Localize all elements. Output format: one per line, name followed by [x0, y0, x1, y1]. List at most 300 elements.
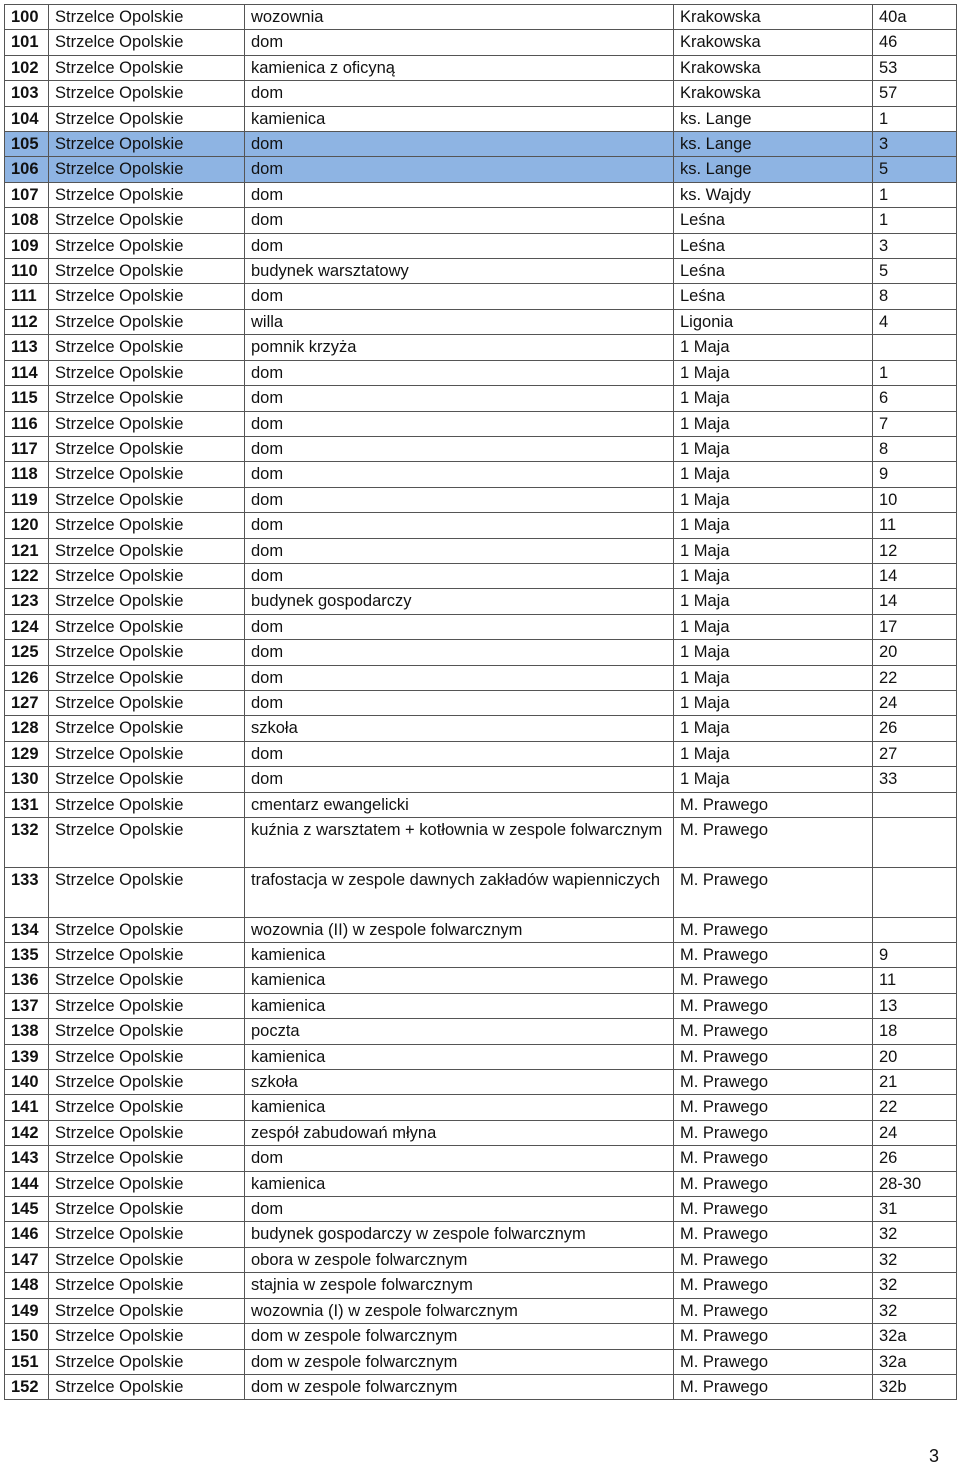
town-cell: Strzelce Opolskie	[49, 563, 245, 588]
object-cell: dom	[245, 741, 674, 766]
house-number-cell: 1	[873, 208, 957, 233]
table-row	[5, 1222, 957, 1247]
table-row	[5, 5, 957, 30]
house-number-cell: 32b	[873, 1374, 957, 1399]
table-row	[5, 917, 957, 942]
town-cell: Strzelce Opolskie	[49, 487, 245, 512]
town-cell: Strzelce Opolskie	[49, 233, 245, 258]
table-row	[5, 589, 957, 614]
house-number-cell: 10	[873, 487, 957, 512]
house-number-cell	[873, 818, 957, 868]
street-cell: M. Prawego	[674, 1273, 873, 1298]
object-cell: dom	[245, 563, 674, 588]
town-cell: Strzelce Opolskie	[49, 1146, 245, 1171]
town-cell: Strzelce Opolskie	[49, 106, 245, 131]
town-cell: Strzelce Opolskie	[49, 132, 245, 157]
row-number-cell: 139	[5, 1044, 49, 1069]
row-number-cell: 146	[5, 1222, 49, 1247]
row-number-cell: 143	[5, 1146, 49, 1171]
row-number-cell: 111	[5, 284, 49, 309]
house-number-cell: 26	[873, 1146, 957, 1171]
object-cell: dom w zespole folwarcznym	[245, 1374, 674, 1399]
row-number-cell: 140	[5, 1070, 49, 1095]
street-cell: M. Prawego	[674, 1044, 873, 1069]
town-cell: Strzelce Opolskie	[49, 767, 245, 792]
town-cell: Strzelce Opolskie	[49, 614, 245, 639]
house-number-cell: 3	[873, 132, 957, 157]
table-row	[5, 513, 957, 538]
table-row	[5, 1197, 957, 1222]
row-number-cell: 106	[5, 157, 49, 182]
house-number-cell: 32	[873, 1298, 957, 1323]
street-cell: 1 Maja	[674, 360, 873, 385]
row-number-cell: 152	[5, 1374, 49, 1399]
street-cell: M. Prawego	[674, 1247, 873, 1272]
town-cell: Strzelce Opolskie	[49, 335, 245, 360]
row-number-cell: 103	[5, 81, 49, 106]
object-cell: dom	[245, 182, 674, 207]
object-cell: kuźnia z warsztatem + kotłownia w zespole folwarcznym	[245, 818, 674, 868]
object-cell: budynek gospodarczy w zespole folwarcznym	[245, 1222, 674, 1247]
street-cell: 1 Maja	[674, 462, 873, 487]
town-cell: Strzelce Opolskie	[49, 917, 245, 942]
row-number-cell: 127	[5, 690, 49, 715]
town-cell: Strzelce Opolskie	[49, 360, 245, 385]
object-cell: dom	[245, 233, 674, 258]
house-number-cell: 40a	[873, 5, 957, 30]
house-number-cell: 20	[873, 1044, 957, 1069]
town-cell: Strzelce Opolskie	[49, 436, 245, 461]
object-cell: trafostacja w zespole dawnych zakładów wapienniczych	[245, 867, 674, 917]
object-cell: dom w zespole folwarcznym	[245, 1349, 674, 1374]
table-row	[5, 411, 957, 436]
street-cell: M. Prawego	[674, 1070, 873, 1095]
row-number-cell: 128	[5, 716, 49, 741]
object-cell: dom	[245, 462, 674, 487]
house-number-cell: 1	[873, 106, 957, 131]
object-cell: kamienica	[245, 1095, 674, 1120]
object-cell: pomnik krzyża	[245, 335, 674, 360]
street-cell: M. Prawego	[674, 917, 873, 942]
object-cell: dom	[245, 284, 674, 309]
table-row	[5, 867, 957, 917]
row-number-cell: 126	[5, 665, 49, 690]
object-cell: wozownia (I) w zespole folwarcznym	[245, 1298, 674, 1323]
town-cell: Strzelce Opolskie	[49, 5, 245, 30]
row-number-cell: 118	[5, 462, 49, 487]
town-cell: Strzelce Opolskie	[49, 867, 245, 917]
town-cell: Strzelce Opolskie	[49, 1247, 245, 1272]
row-number-cell: 124	[5, 614, 49, 639]
object-cell: dom	[245, 208, 674, 233]
table-row	[5, 259, 957, 284]
row-number-cell: 151	[5, 1349, 49, 1374]
street-cell: M. Prawego	[674, 1324, 873, 1349]
object-cell: willa	[245, 309, 674, 334]
row-number-cell: 112	[5, 309, 49, 334]
object-cell: kamienica	[245, 106, 674, 131]
object-cell: dom	[245, 614, 674, 639]
row-number-cell: 108	[5, 208, 49, 233]
row-number-cell: 142	[5, 1120, 49, 1145]
house-number-cell: 32a	[873, 1324, 957, 1349]
house-number-cell	[873, 335, 957, 360]
table-row	[5, 665, 957, 690]
street-cell: M. Prawego	[674, 1095, 873, 1120]
row-number-cell: 116	[5, 411, 49, 436]
street-cell: M. Prawego	[674, 867, 873, 917]
street-cell: Krakowska	[674, 81, 873, 106]
object-cell: szkoła	[245, 1070, 674, 1095]
house-number-cell: 26	[873, 716, 957, 741]
table-row	[5, 462, 957, 487]
row-number-cell: 100	[5, 5, 49, 30]
table-row	[5, 538, 957, 563]
house-number-cell: 3	[873, 233, 957, 258]
town-cell: Strzelce Opolskie	[49, 182, 245, 207]
table-row	[5, 487, 957, 512]
street-cell: M. Prawego	[674, 968, 873, 993]
table-row	[5, 818, 957, 868]
street-cell: 1 Maja	[674, 767, 873, 792]
street-cell: M. Prawego	[674, 792, 873, 817]
town-cell: Strzelce Opolskie	[49, 741, 245, 766]
table-row	[5, 1146, 957, 1171]
object-cell: dom	[245, 513, 674, 538]
table-row	[5, 993, 957, 1018]
town-cell: Strzelce Opolskie	[49, 1044, 245, 1069]
town-cell: Strzelce Opolskie	[49, 462, 245, 487]
house-number-cell: 22	[873, 1095, 957, 1120]
table-row	[5, 436, 957, 461]
row-number-cell: 147	[5, 1247, 49, 1272]
town-cell: Strzelce Opolskie	[49, 157, 245, 182]
house-number-cell: 5	[873, 157, 957, 182]
table-row	[5, 309, 957, 334]
object-cell: dom	[245, 767, 674, 792]
table-row	[5, 360, 957, 385]
table-row	[5, 1247, 957, 1272]
house-number-cell: 14	[873, 589, 957, 614]
house-number-cell: 33	[873, 767, 957, 792]
street-cell: 1 Maja	[674, 741, 873, 766]
object-cell: kamienica	[245, 1171, 674, 1196]
object-cell: budynek warsztatowy	[245, 259, 674, 284]
row-number-cell: 131	[5, 792, 49, 817]
street-cell: Leśna	[674, 208, 873, 233]
street-cell: 1 Maja	[674, 386, 873, 411]
object-cell: stajnia w zespole folwarcznym	[245, 1273, 674, 1298]
object-cell: kamienica z oficyną	[245, 55, 674, 80]
house-number-cell: 24	[873, 1120, 957, 1145]
object-cell: dom	[245, 30, 674, 55]
street-cell: 1 Maja	[674, 640, 873, 665]
object-cell: dom w zespole folwarcznym	[245, 1324, 674, 1349]
table-row	[5, 1324, 957, 1349]
table-row	[5, 1349, 957, 1374]
row-number-cell: 101	[5, 30, 49, 55]
house-number-cell: 21	[873, 1070, 957, 1095]
object-cell: dom	[245, 538, 674, 563]
object-cell: kamienica	[245, 943, 674, 968]
town-cell: Strzelce Opolskie	[49, 640, 245, 665]
row-number-cell: 109	[5, 233, 49, 258]
row-number-cell: 115	[5, 386, 49, 411]
object-cell: dom	[245, 81, 674, 106]
house-number-cell: 20	[873, 640, 957, 665]
row-number-cell: 105	[5, 132, 49, 157]
table-row	[5, 640, 957, 665]
house-number-cell: 8	[873, 284, 957, 309]
house-number-cell: 8	[873, 436, 957, 461]
street-cell: 1 Maja	[674, 563, 873, 588]
object-cell: dom	[245, 487, 674, 512]
house-number-cell: 11	[873, 968, 957, 993]
object-cell: dom	[245, 640, 674, 665]
house-number-cell: 31	[873, 1197, 957, 1222]
row-number-cell: 121	[5, 538, 49, 563]
town-cell: Strzelce Opolskie	[49, 1374, 245, 1399]
table-row	[5, 284, 957, 309]
town-cell: Strzelce Opolskie	[49, 1070, 245, 1095]
object-cell: dom	[245, 1146, 674, 1171]
town-cell: Strzelce Opolskie	[49, 716, 245, 741]
table-row	[5, 943, 957, 968]
town-cell: Strzelce Opolskie	[49, 1095, 245, 1120]
town-cell: Strzelce Opolskie	[49, 386, 245, 411]
town-cell: Strzelce Opolskie	[49, 284, 245, 309]
town-cell: Strzelce Opolskie	[49, 943, 245, 968]
row-number-cell: 134	[5, 917, 49, 942]
row-number-cell: 110	[5, 259, 49, 284]
house-number-cell: 32a	[873, 1349, 957, 1374]
table-row	[5, 968, 957, 993]
town-cell: Strzelce Opolskie	[49, 309, 245, 334]
object-cell: dom	[245, 690, 674, 715]
object-cell: wozownia (II) w zespole folwarcznym	[245, 917, 674, 942]
town-cell: Strzelce Opolskie	[49, 1120, 245, 1145]
town-cell: Strzelce Opolskie	[49, 1324, 245, 1349]
town-cell: Strzelce Opolskie	[49, 1273, 245, 1298]
object-cell: dom	[245, 411, 674, 436]
table-row	[5, 132, 957, 157]
house-number-cell: 11	[873, 513, 957, 538]
table-row	[5, 741, 957, 766]
row-number-cell: 145	[5, 1197, 49, 1222]
row-number-cell: 135	[5, 943, 49, 968]
house-number-cell: 17	[873, 614, 957, 639]
table-row	[5, 233, 957, 258]
street-cell: Krakowska	[674, 55, 873, 80]
street-cell: 1 Maja	[674, 487, 873, 512]
house-number-cell: 9	[873, 462, 957, 487]
street-cell: 1 Maja	[674, 411, 873, 436]
table-row	[5, 792, 957, 817]
object-cell: dom	[245, 157, 674, 182]
row-number-cell: 125	[5, 640, 49, 665]
house-number-cell	[873, 792, 957, 817]
table-row	[5, 716, 957, 741]
street-cell: Leśna	[674, 233, 873, 258]
table-row	[5, 335, 957, 360]
town-cell: Strzelce Opolskie	[49, 665, 245, 690]
table-row	[5, 1171, 957, 1196]
house-number-cell: 13	[873, 993, 957, 1018]
house-number-cell	[873, 917, 957, 942]
object-cell: cmentarz ewangelicki	[245, 792, 674, 817]
table-row	[5, 386, 957, 411]
street-cell: Krakowska	[674, 5, 873, 30]
row-number-cell: 123	[5, 589, 49, 614]
object-cell: dom	[245, 386, 674, 411]
town-cell: Strzelce Opolskie	[49, 411, 245, 436]
street-cell: 1 Maja	[674, 513, 873, 538]
table-row	[5, 1273, 957, 1298]
monuments-table	[4, 4, 957, 1400]
object-cell: kamienica	[245, 968, 674, 993]
object-cell: dom	[245, 436, 674, 461]
house-number-cell: 7	[873, 411, 957, 436]
street-cell: M. Prawego	[674, 943, 873, 968]
street-cell: 1 Maja	[674, 665, 873, 690]
row-number-cell: 114	[5, 360, 49, 385]
table-row	[5, 767, 957, 792]
street-cell: M. Prawego	[674, 1146, 873, 1171]
object-cell: wozownia	[245, 5, 674, 30]
row-number-cell: 113	[5, 335, 49, 360]
street-cell: M. Prawego	[674, 1120, 873, 1145]
house-number-cell: 22	[873, 665, 957, 690]
house-number-cell: 27	[873, 741, 957, 766]
town-cell: Strzelce Opolskie	[49, 792, 245, 817]
table-row	[5, 157, 957, 182]
town-cell: Strzelce Opolskie	[49, 589, 245, 614]
page-number: 3	[929, 1446, 940, 1466]
town-cell: Strzelce Opolskie	[49, 1349, 245, 1374]
table-row	[5, 1019, 957, 1044]
street-cell: M. Prawego	[674, 1171, 873, 1196]
object-cell: dom	[245, 665, 674, 690]
town-cell: Strzelce Opolskie	[49, 30, 245, 55]
table-row	[5, 1095, 957, 1120]
street-cell: Leśna	[674, 259, 873, 284]
house-number-cell: 12	[873, 538, 957, 563]
street-cell: M. Prawego	[674, 1374, 873, 1399]
house-number-cell	[873, 867, 957, 917]
table-row	[5, 106, 957, 131]
town-cell: Strzelce Opolskie	[49, 1222, 245, 1247]
row-number-cell: 136	[5, 968, 49, 993]
table-row	[5, 614, 957, 639]
row-number-cell: 122	[5, 563, 49, 588]
street-cell: 1 Maja	[674, 690, 873, 715]
object-cell: dom	[245, 132, 674, 157]
table-row	[5, 563, 957, 588]
table-row	[5, 1298, 957, 1323]
street-cell: 1 Maja	[674, 335, 873, 360]
street-cell: 1 Maja	[674, 716, 873, 741]
row-number-cell: 107	[5, 182, 49, 207]
town-cell: Strzelce Opolskie	[49, 538, 245, 563]
house-number-cell: 53	[873, 55, 957, 80]
object-cell: budynek gospodarczy	[245, 589, 674, 614]
object-cell: poczta	[245, 1019, 674, 1044]
street-cell: Krakowska	[674, 30, 873, 55]
row-number-cell: 148	[5, 1273, 49, 1298]
town-cell: Strzelce Opolskie	[49, 1197, 245, 1222]
town-cell: Strzelce Opolskie	[49, 1019, 245, 1044]
object-cell: dom	[245, 1197, 674, 1222]
row-number-cell: 137	[5, 993, 49, 1018]
table-row	[5, 690, 957, 715]
row-number-cell: 149	[5, 1298, 49, 1323]
table-row	[5, 81, 957, 106]
street-cell: M. Prawego	[674, 1019, 873, 1044]
street-cell: 1 Maja	[674, 614, 873, 639]
street-cell: M. Prawego	[674, 1298, 873, 1323]
street-cell: ks. Wajdy	[674, 182, 873, 207]
row-number-cell: 119	[5, 487, 49, 512]
table-row	[5, 30, 957, 55]
town-cell: Strzelce Opolskie	[49, 690, 245, 715]
street-cell: M. Prawego	[674, 993, 873, 1018]
street-cell: ks. Lange	[674, 132, 873, 157]
house-number-cell: 5	[873, 259, 957, 284]
house-number-cell: 4	[873, 309, 957, 334]
house-number-cell: 1	[873, 360, 957, 385]
house-number-cell: 24	[873, 690, 957, 715]
table-row	[5, 55, 957, 80]
row-number-cell: 120	[5, 513, 49, 538]
house-number-cell: 32	[873, 1222, 957, 1247]
street-cell: ks. Lange	[674, 157, 873, 182]
row-number-cell: 129	[5, 741, 49, 766]
street-cell: M. Prawego	[674, 1197, 873, 1222]
house-number-cell: 18	[873, 1019, 957, 1044]
table-row	[5, 1044, 957, 1069]
row-number-cell: 130	[5, 767, 49, 792]
object-cell: obora w zespole folwarcznym	[245, 1247, 674, 1272]
row-number-cell: 104	[5, 106, 49, 131]
house-number-cell: 32	[873, 1273, 957, 1298]
row-number-cell: 117	[5, 436, 49, 461]
street-cell: M. Prawego	[674, 1349, 873, 1374]
town-cell: Strzelce Opolskie	[49, 513, 245, 538]
table-row	[5, 208, 957, 233]
row-number-cell: 144	[5, 1171, 49, 1196]
table-body	[5, 5, 957, 1400]
town-cell: Strzelce Opolskie	[49, 993, 245, 1018]
house-number-cell: 14	[873, 563, 957, 588]
table-row	[5, 182, 957, 207]
town-cell: Strzelce Opolskie	[49, 968, 245, 993]
table-row	[5, 1070, 957, 1095]
object-cell: szkoła	[245, 716, 674, 741]
object-cell: kamienica	[245, 993, 674, 1018]
town-cell: Strzelce Opolskie	[49, 208, 245, 233]
street-cell: ks. Lange	[674, 106, 873, 131]
town-cell: Strzelce Opolskie	[49, 259, 245, 284]
town-cell: Strzelce Opolskie	[49, 81, 245, 106]
house-number-cell: 57	[873, 81, 957, 106]
house-number-cell: 9	[873, 943, 957, 968]
town-cell: Strzelce Opolskie	[49, 1171, 245, 1196]
row-number-cell: 133	[5, 867, 49, 917]
house-number-cell: 46	[873, 30, 957, 55]
town-cell: Strzelce Opolskie	[49, 818, 245, 868]
table-row	[5, 1120, 957, 1145]
street-cell: Ligonia	[674, 309, 873, 334]
